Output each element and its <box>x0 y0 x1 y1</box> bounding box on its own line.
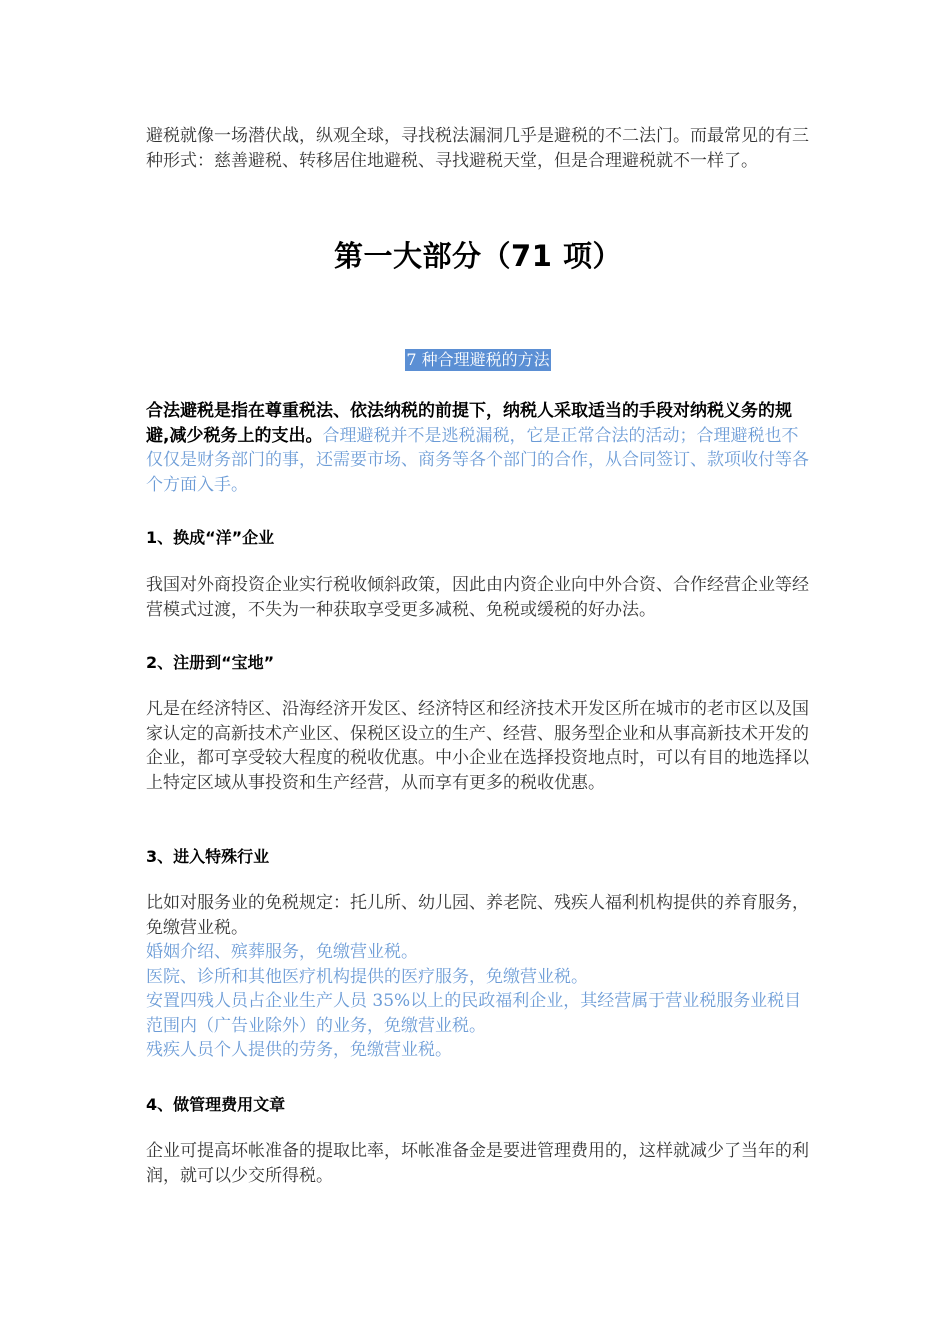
section-heading-3: 3、进入特殊行业 <box>146 847 270 866</box>
section-body-2: 凡是在经济特区、沿海经济开发区、经济特区和经济技术开发区所在城市的老市区以及国家认定的高新技术产业区、保税区设立的生产、经营、服务型企业和从事高新技术开发的企业，都可享受较大程度的税收优惠。中小企业在选择投资地点时，可以有目的地选择以上特定区域从事投资和生产经营，从而享有更多的税收优惠。 <box>146 699 809 793</box>
section-heading-1: 1、换成“洋”企业 <box>146 528 275 547</box>
section-body-3-line-3: 安置四残人员占企业生产人员 35%以上的民政福利企业，其经营属于营业税服务业税目范围内（广告业除外）的业务，免缴营业税。 <box>146 991 802 1036</box>
section-body-3-text: 比如对服务业的免税规定：托儿所、幼儿园、养老院、残疾人福利机构提供的养育服务，免缴营业税。 <box>146 893 809 938</box>
definition-blue: 合理避税并不是逃税漏税，它是正常合法的活动；合理避税也不仅仅是财务部门的事，还需要市场、商务等各个部门的合作，从合同签订、款项收付等各个方面入手。 <box>146 425 809 495</box>
section-body-3-line-4: 残疾人员个人提供的劳务，免缴营业税。 <box>146 1040 452 1060</box>
section-body-3-line-2: 医院、诊所和其他医疗机构提供的医疗服务，免缴营业税。 <box>146 966 588 987</box>
section-body-4: 企业可提高坏帐准备的提取比率，坏帐准备金是要进管理费用的，这样就减少了当年的利润，就可以少交所得税。 <box>146 1141 809 1186</box>
subtitle-highlight: 7 种合理避税的方法 <box>406 350 550 369</box>
section-body-3-line-1: 婚姻介绍、殡葬服务，免缴营业税。 <box>146 942 418 962</box>
section-heading-2: 2、注册到“宝地” <box>146 653 275 672</box>
intro-paragraph: 避税就像一场潜伏战，纵观全球，寻找税法漏洞几乎是避税的不二法门。而最常见的有三种形式：慈善避税、转移居住地避税、寻找避税天堂，但是合理避税就不一样了。 <box>146 126 809 171</box>
section-body-1: 我国对外商投资企业实行税收倾斜政策，因此由内资企业向中外合资、合作经营企业等经营模式过渡，不失为一种获取享受更多减税、免税或缓税的好办法。 <box>146 575 809 620</box>
main-title: 第一大部分（71 项） <box>334 239 622 273</box>
subtitle-container <box>146 349 810 371</box>
section-body-3 <box>146 891 810 1063</box>
definition-paragraph <box>146 399 810 497</box>
section-heading-4: 4、做管理费用文章 <box>146 1095 286 1114</box>
definition-bold: 合法避税是指在尊重税法、依法纳税的前提下，纳税人采取适当的手段对纳税义务的规避,减少税务上的支出。 <box>146 401 792 446</box>
